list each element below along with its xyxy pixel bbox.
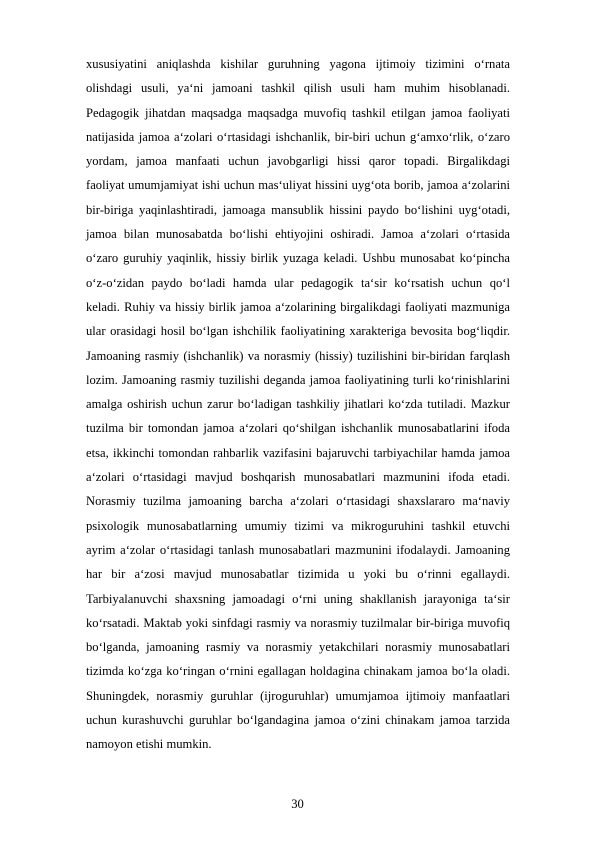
text-line: amalga oshirish uchun zarur bo‘ladigan tashkiliy jihatlari ko‘zda tutiladi. Mazkur xyxy=(86,397,510,412)
text-line: tizimda ko‘zga ko‘ringan o‘rnini egallagan holdagina chinakam jamoa bo‘la oladi. xyxy=(86,664,510,679)
text-line: natijasida jamoa a‘zolari o‘rtasidagi ishchanlik, bir-biri uchun g‘amxo‘rlik, o‘zaro xyxy=(86,129,510,144)
text-line: xususiyatini aniqlashda kishilar guruhning yagona ijtimoiy tizimini o‘rnata xyxy=(86,57,510,71)
body-paragraph xyxy=(86,52,510,757)
text-line: har bir a‘zosi mavjud munosabatlar tizimida u yoki bu o‘rinni egallaydi. xyxy=(86,567,510,582)
text-line: olishdagi usuli, ya‘ni jamoani tashkil qilish usuli ham muhim hisoblanadi. xyxy=(86,81,510,96)
text-line: o‘zaro guruhiy yaqinlik, hissiy birlik yuzaga keladi. Ushbu munosabat ko‘pincha xyxy=(86,251,510,266)
text-line: Tarbiyalanuvchi shaxsning jamoadagi o‘rni uning shakllanish jarayoniga ta‘sir xyxy=(86,591,510,606)
text-line: keladi. Ruhiy va hissiy birlik jamoa a‘zolarining birgalikdagi faoliyati mazmuniga xyxy=(86,299,510,314)
text-line: yordam, jamoa manfaati uchun javobgarligi hissi qaror topadi. Birgalikdagi xyxy=(86,154,510,169)
text-line: Shuningdek, norasmiy guruhlar (ijroguruhlar) umumjamoa ijtimoiy manfaatlari xyxy=(86,688,510,703)
text-line: ayrim a‘zolar o‘rtasidagi tanlash munosabatlari mazmunini ifodalaydi. Jamoaning xyxy=(86,542,510,557)
text-line: namoyon etishi mumkin. xyxy=(86,737,212,752)
text-line: a‘zolari o‘rtasidagi mavjud boshqarish munosabatlari mazmunini ifoda etadi. xyxy=(86,470,510,485)
text-line: lozim. Jamoaning rasmiy tuzilishi deganda jamoa faoliyatining turli ko‘rinishlarini xyxy=(86,372,510,387)
text-line: uchun kurashuvchi guruhlar bo‘lgandagina jamoa o‘zini chinakam jamoa tarzida xyxy=(86,713,510,728)
text-line: o‘z-o‘zidan paydo bo‘ladi hamda ular pedagogik ta‘sir ko‘rsatish uchun qo‘l xyxy=(86,275,510,290)
text-line: Jamoaning rasmiy (ishchanlik) va norasmiy (hissiy) tuzilishini bir-biridan farqlash xyxy=(86,348,510,363)
text-line: jamoa bilan munosabatda bo‘lishi ehtiyojini oshiradi. Jamoa a‘zolari o‘rtasida xyxy=(86,227,510,242)
text-line: faoliyat umumjamiyat ishi uchun mas‘uliyat hissini uyg‘ota borib, jamoa a‘zolarini xyxy=(86,178,510,193)
text-line: bo‘lganda, jamoaning rasmiy va norasmiy yetakchilari norasmiy munosabatlari xyxy=(86,640,510,655)
text-line: Pedagogik jihatdan maqsadga maqsadga muvofiq tashkil etilgan jamoa faoliyati xyxy=(86,105,510,120)
text-line: bir-biriga yaqinlashtiradi, jamoaga mansublik hissini paydo bo‘lishini uyg‘otadi, xyxy=(86,202,510,217)
text-line: Norasmiy tuzilma jamoaning barcha a‘zolari o‘rtasidagi shaxslararo ma‘naviy xyxy=(86,494,510,509)
text-line: tuzilma bir tomondan jamoa a‘zolari qo‘shilgan ishchanlik munosabatlarini ifoda xyxy=(86,421,510,436)
text-line: psixologik munosabatlarning umumiy tizimi va mikroguruhini tashkil etuvchi xyxy=(86,518,510,533)
text-line: ko‘rsatadi. Maktab yoki sinfdagi rasmiy va norasmiy tuzilmalar bir-biriga muvofiq xyxy=(86,615,510,630)
text-line: ular orasidagi hosil bo‘lgan ishchilik faoliyatining xarakteriga bevosita bog‘liqdir. xyxy=(86,324,510,339)
text-line: etsa, ikkinchi tomondan rahbarlik vazifasini bajaruvchi tarbiyachilar hamda jamoa xyxy=(86,445,510,460)
page-number: 30 xyxy=(291,797,304,811)
